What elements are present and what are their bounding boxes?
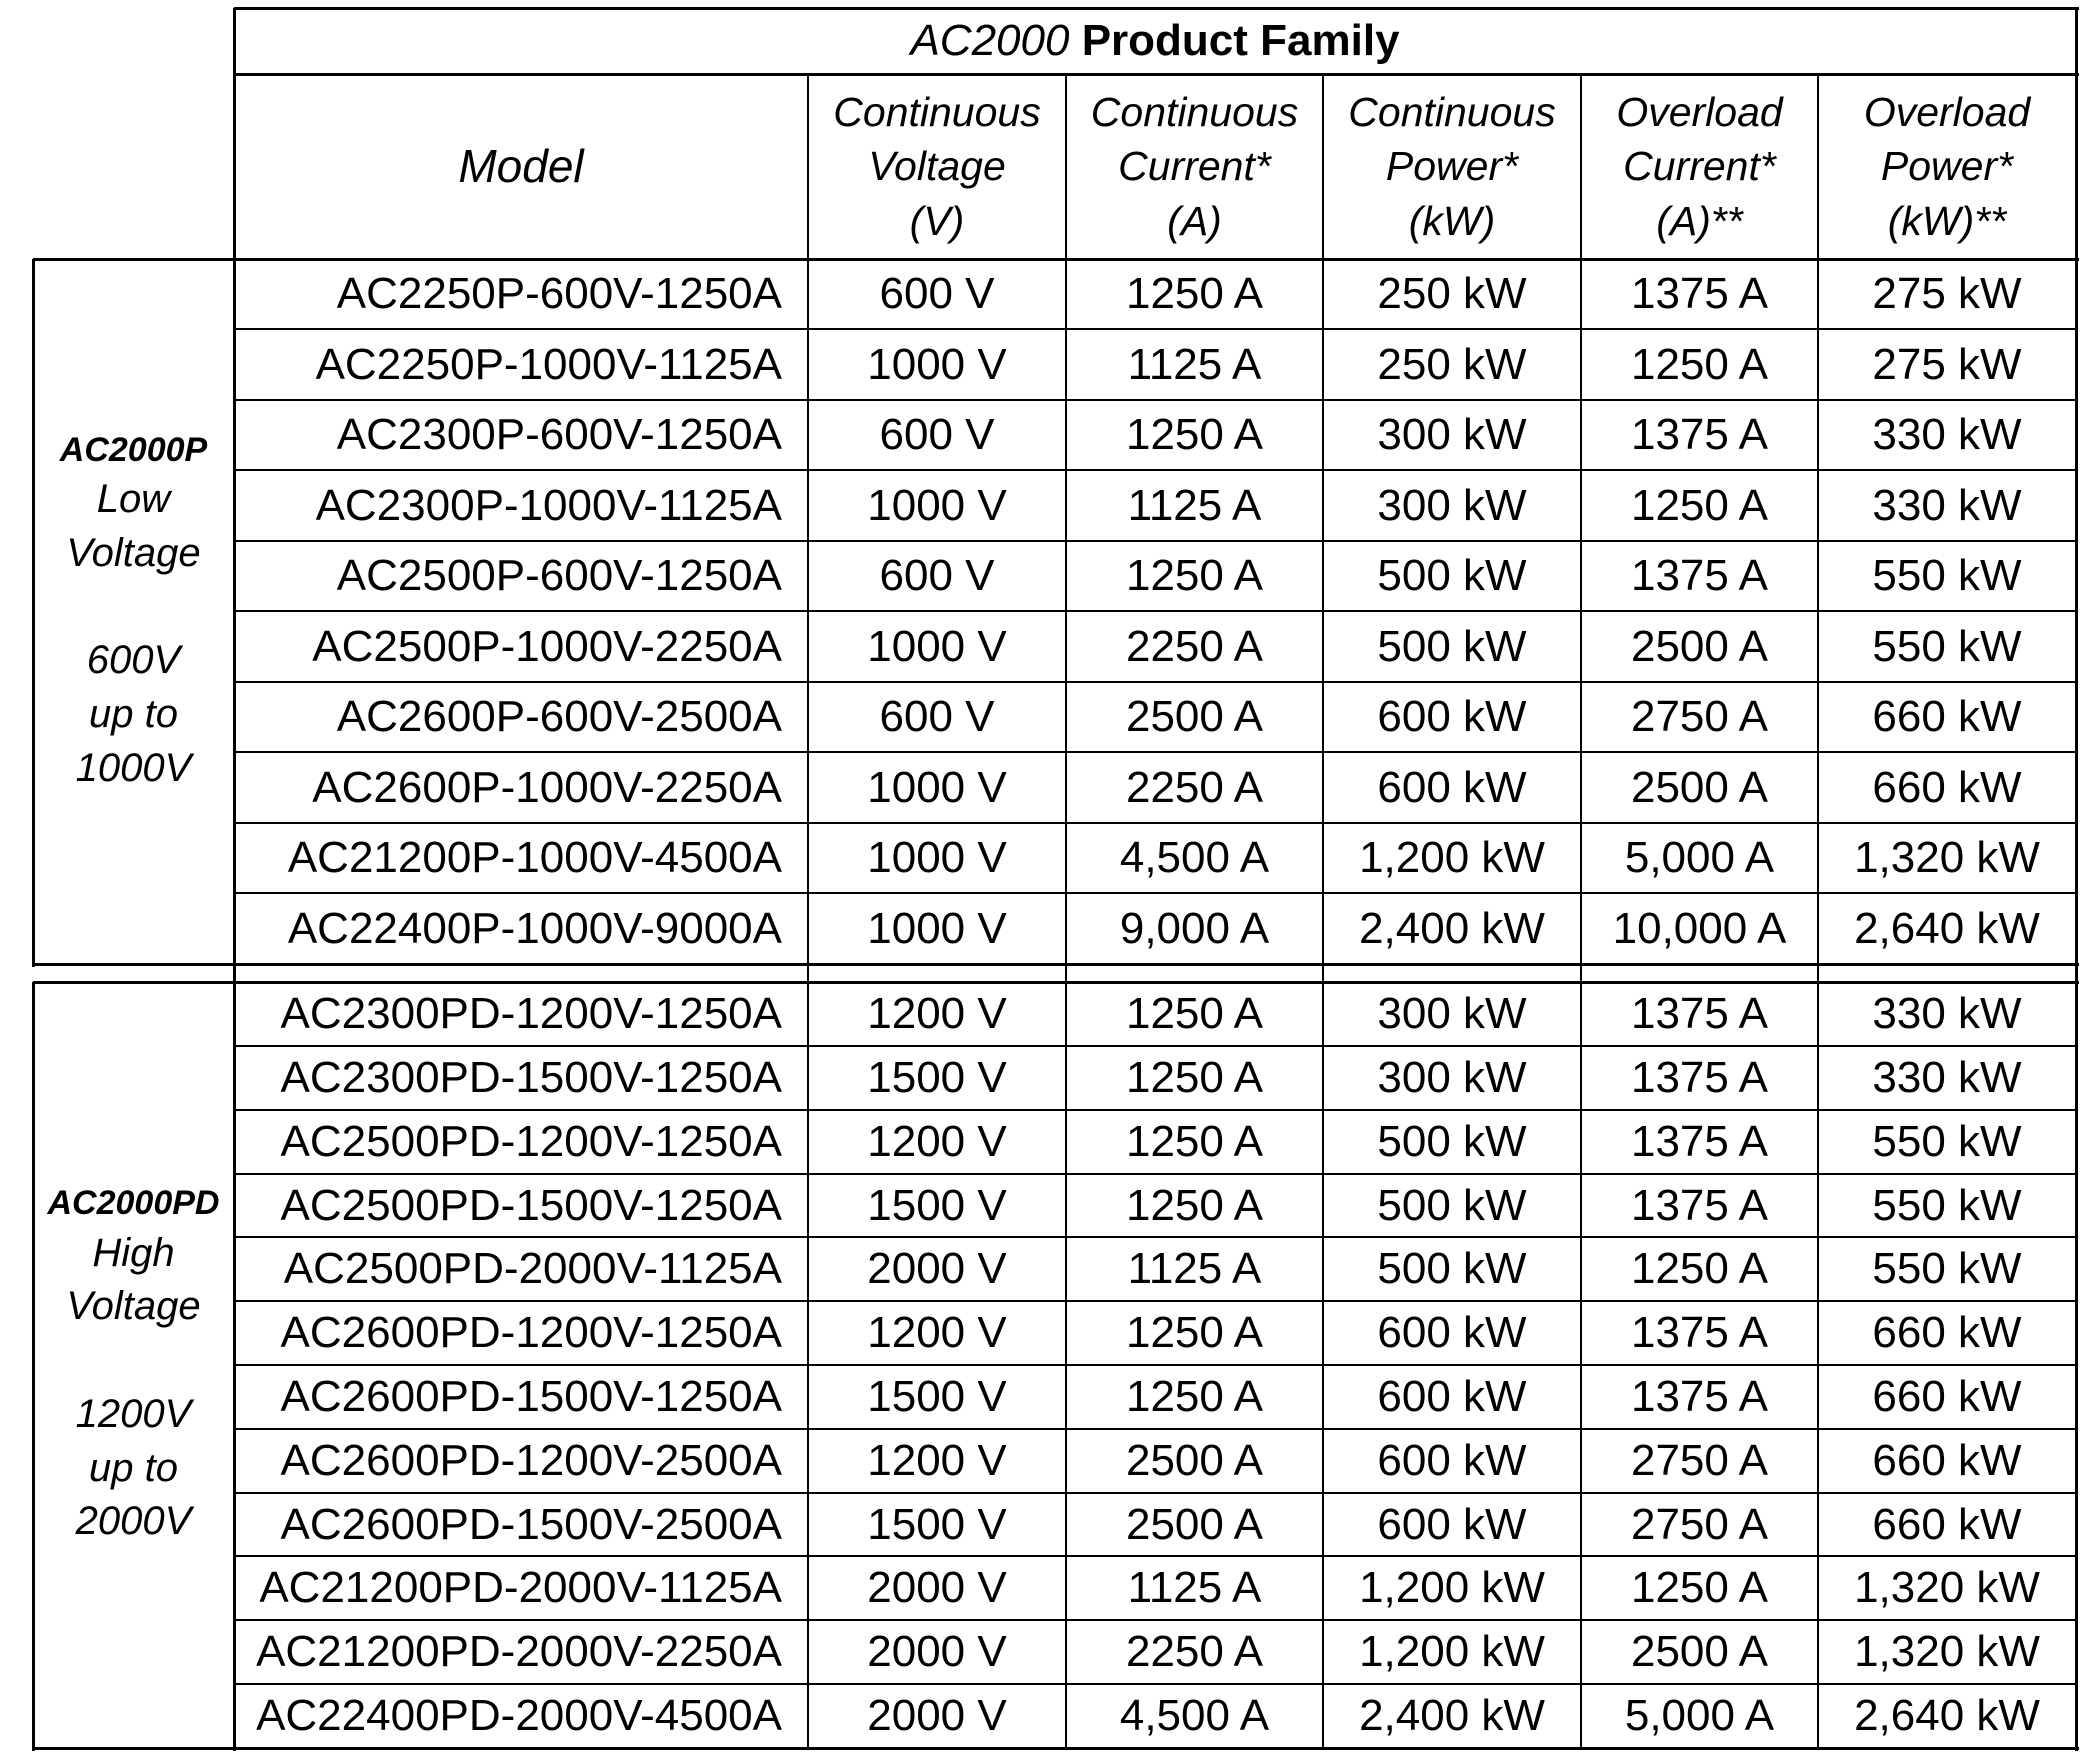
column-header-line: Power* (1385, 143, 1519, 190)
value-cell: 600 kW (1377, 692, 1527, 741)
column-header-line: (kW)** (1887, 197, 2007, 244)
value-cell: 1250 A (1125, 269, 1264, 318)
column-header-line: Continuous (833, 89, 1041, 136)
group-label-line: High (92, 1230, 175, 1275)
group-label-line: Voltage (66, 1284, 201, 1329)
grid-line-v (807, 74, 809, 1750)
value-cell: 2500 A (1125, 692, 1264, 741)
grid-line-h (234, 399, 2078, 401)
grid-line-h (234, 751, 2078, 753)
value-cell: 2000 V (867, 1691, 1007, 1740)
model-cell: AC2600PD-1200V-1250A (280, 1308, 782, 1357)
grid-line-h (234, 892, 2078, 894)
grid-line-h (234, 1045, 2078, 1047)
value-cell: 600 kW (1377, 1499, 1527, 1549)
value-cell: 1250 A (1125, 1180, 1264, 1230)
value-cell: 1250 A (1630, 1563, 1769, 1612)
value-cell: 1500 V (867, 1372, 1007, 1421)
table-title-rest: Product Family (1069, 16, 1400, 65)
grid-line-v (32, 982, 35, 1751)
value-cell: 2,640 kW (1854, 903, 2040, 953)
value-cell: 500 kW (1377, 1117, 1527, 1166)
value-cell: 275 kW (1872, 269, 2022, 318)
value-cell: 2750 A (1630, 1499, 1769, 1549)
value-cell: 4,500 A (1119, 1691, 1270, 1740)
column-header (1581, 74, 1818, 259)
value-cell: 1250 A (1630, 1244, 1769, 1293)
value-cell: 660 kW (1872, 762, 2022, 812)
grid-line-v (32, 259, 35, 967)
value-cell: 600 V (879, 269, 995, 318)
model-cell: AC2300P-600V-1250A (336, 410, 782, 459)
grid-line-h (234, 73, 2079, 76)
value-cell: 2250 A (1125, 1627, 1264, 1676)
value-cell: 330 kW (1872, 1053, 2022, 1102)
value-cell: 300 kW (1377, 480, 1527, 530)
column-header (1818, 74, 2076, 259)
value-cell: 550 kW (1872, 1117, 2022, 1166)
value-cell: 2500 A (1630, 762, 1769, 812)
grid-line-h (234, 469, 2078, 471)
value-cell: 300 kW (1377, 989, 1527, 1038)
grid-line-h (234, 1619, 2078, 1621)
table-title-italic: AC2000 (910, 16, 1070, 65)
value-cell: 600 V (879, 551, 995, 600)
value-cell: 1375 A (1630, 1308, 1769, 1357)
value-cell: 1,200 kW (1359, 833, 1545, 882)
value-cell: 600 kW (1377, 1436, 1527, 1485)
model-cell: AC2300PD-1500V-1250A (280, 1053, 782, 1102)
value-cell: 2750 A (1630, 1436, 1769, 1485)
model-cell: AC2250P-600V-1250A (336, 269, 782, 318)
value-cell: 1125 A (1127, 339, 1262, 389)
value-cell: 600 kW (1377, 1372, 1527, 1421)
grid-line-h (234, 1555, 2078, 1557)
column-header (808, 74, 1066, 259)
value-cell: 1125 A (1127, 480, 1262, 530)
value-cell: 2,400 kW (1359, 1691, 1545, 1740)
value-cell: 600 kW (1377, 762, 1527, 812)
value-cell: 1375 A (1630, 269, 1769, 318)
grid-line-h (234, 1428, 2078, 1430)
value-cell: 2750 A (1630, 692, 1769, 741)
group-label-line: 1000V (75, 745, 192, 790)
group-label-line: up to (89, 692, 178, 737)
model-cell: AC21200PD-2000V-1125A (259, 1563, 782, 1612)
value-cell: 9,000 A (1119, 903, 1270, 953)
value-cell: 660 kW (1872, 1436, 2022, 1485)
value-cell: 500 kW (1377, 621, 1527, 671)
group-name: AC2000P (59, 430, 208, 469)
column-header-line: (V) (909, 197, 965, 244)
value-cell: 300 kW (1377, 1053, 1527, 1102)
column-header (234, 74, 808, 259)
value-cell: 275 kW (1872, 339, 2022, 389)
value-cell: 1000 V (867, 621, 1007, 671)
model-cell: AC21200P-1000V-4500A (287, 833, 782, 882)
value-cell: 1200 V (867, 1308, 1007, 1357)
value-cell: 1375 A (1630, 989, 1769, 1038)
grid-line-h (234, 1300, 2078, 1302)
table-title (234, 8, 2076, 74)
model-cell: AC2500PD-2000V-1125A (283, 1244, 782, 1293)
column-header-line: Current* (1623, 143, 1776, 190)
grid-line-h (234, 7, 2079, 10)
value-cell: 600 V (879, 410, 995, 459)
model-cell: AC21200PD-2000V-2250A (256, 1627, 782, 1676)
value-cell: 10,000 A (1612, 903, 1787, 953)
grid-line-h (234, 822, 2078, 824)
value-cell: 2500 A (1125, 1499, 1264, 1549)
model-cell: AC2500P-600V-1250A (336, 551, 782, 600)
model-cell: AC2500PD-1500V-1250A (280, 1180, 782, 1230)
grid-line-h (234, 1492, 2078, 1494)
group-name: AC2000PD (47, 1184, 220, 1223)
value-cell: 550 kW (1872, 1244, 2022, 1293)
value-cell: 1125 A (1127, 1563, 1262, 1612)
value-cell: 1200 V (867, 1436, 1007, 1485)
value-cell: 660 kW (1872, 1372, 2022, 1421)
group-label-line: up to (89, 1445, 178, 1490)
value-cell: 1250 A (1630, 339, 1769, 389)
model-cell: AC2600PD-1200V-2500A (280, 1436, 782, 1485)
grid-line-h (33, 258, 2079, 261)
value-cell: 550 kW (1872, 621, 2022, 671)
value-cell: 1250 A (1125, 410, 1264, 459)
grid-line-v (1580, 74, 1582, 1750)
column-header (1066, 74, 1323, 259)
value-cell: 1250 A (1125, 1053, 1264, 1102)
value-cell: 330 kW (1872, 410, 2022, 459)
value-cell: 2000 V (867, 1244, 1007, 1293)
value-cell: 1500 V (867, 1180, 1007, 1230)
column-header-line: Model (458, 140, 584, 193)
value-cell: 1200 V (867, 1117, 1007, 1166)
value-cell: 1250 A (1125, 1372, 1264, 1421)
column-header-line: (A)** (1656, 197, 1743, 244)
grid-line-v (1817, 74, 1819, 1750)
value-cell: 550 kW (1872, 551, 2022, 600)
column-header-line: Overload (1863, 89, 2031, 136)
value-cell: 330 kW (1872, 480, 2022, 530)
value-cell: 250 kW (1377, 339, 1527, 389)
value-cell: 500 kW (1377, 1244, 1527, 1293)
model-cell: AC2600P-1000V-2250A (312, 762, 782, 812)
value-cell: 1500 V (867, 1053, 1007, 1102)
value-cell: 1,320 kW (1854, 1627, 2040, 1676)
grid-line-h (234, 1173, 2078, 1175)
value-cell: 1000 V (867, 903, 1007, 953)
grid-line-h (234, 1364, 2078, 1366)
value-cell: 500 kW (1377, 551, 1527, 600)
value-cell: 1000 V (867, 833, 1007, 882)
model-cell: AC2300PD-1200V-1250A (280, 989, 782, 1038)
model-cell: AC22400PD-2000V-4500A (256, 1691, 782, 1740)
value-cell: 330 kW (1872, 989, 2022, 1038)
grid-line-h (234, 1109, 2078, 1111)
value-cell: 1250 A (1630, 480, 1769, 530)
group-label (33, 259, 234, 964)
model-cell: AC2500P-1000V-2250A (312, 621, 782, 671)
value-cell: 660 kW (1872, 692, 2022, 741)
value-cell: 1375 A (1630, 551, 1769, 600)
value-cell: 4,500 A (1119, 833, 1270, 882)
grid-line-v (1065, 74, 1067, 1750)
value-cell: 1000 V (867, 762, 1007, 812)
value-cell: 250 kW (1377, 269, 1527, 318)
value-cell: 2500 A (1125, 1436, 1264, 1485)
group-label-line: Low (96, 477, 171, 522)
value-cell: 500 kW (1377, 1180, 1527, 1230)
value-cell: 1375 A (1630, 1372, 1769, 1421)
value-cell: 1000 V (867, 480, 1007, 530)
value-cell: 1,200 kW (1359, 1563, 1545, 1612)
value-cell: 550 kW (1872, 1180, 2022, 1230)
grid-line-h (33, 1747, 2079, 1750)
value-cell: 1,320 kW (1854, 1563, 2040, 1612)
value-cell: 2500 A (1630, 621, 1769, 671)
group-label-line: 600V (86, 638, 181, 683)
value-cell: 1250 A (1125, 551, 1264, 600)
grid-line-h (234, 681, 2078, 683)
value-cell: 1375 A (1630, 1053, 1769, 1102)
value-cell: 1125 A (1127, 1244, 1262, 1293)
column-header-line: Continuous (1090, 89, 1299, 136)
group-label-line: 1200V (75, 1391, 192, 1436)
grid-line-h (234, 328, 2078, 330)
value-cell: 1,200 kW (1359, 1627, 1545, 1676)
value-cell: 1250 A (1125, 1308, 1264, 1357)
column-header-line: (A) (1167, 197, 1222, 244)
value-cell: 600 V (879, 692, 995, 741)
grid-line-h (234, 1236, 2078, 1238)
value-cell: 660 kW (1872, 1308, 2022, 1357)
grid-line-v (2075, 8, 2078, 1751)
value-cell: 600 kW (1377, 1308, 1527, 1357)
group-label (33, 982, 234, 1748)
value-cell: 2250 A (1125, 621, 1264, 671)
value-cell: 2,640 kW (1854, 1691, 2040, 1740)
column-header-line: Continuous (1348, 89, 1556, 136)
grid-line-h (33, 981, 2079, 984)
column-header-line: Power* (1880, 143, 2014, 190)
value-cell: 2250 A (1125, 762, 1264, 812)
model-cell: AC2500PD-1200V-1250A (280, 1117, 782, 1166)
value-cell: 5,000 A (1624, 833, 1775, 882)
value-cell: 2,400 kW (1359, 903, 1545, 953)
grid-line-h (234, 540, 2078, 542)
value-cell: 1250 A (1125, 1117, 1264, 1166)
value-cell: 1250 A (1125, 989, 1264, 1038)
model-cell: AC2600PD-1500V-1250A (280, 1372, 782, 1421)
value-cell: 1375 A (1630, 1117, 1769, 1166)
value-cell: 1200 V (867, 989, 1007, 1038)
model-cell: AC22400P-1000V-9000A (287, 903, 782, 953)
value-cell: 1375 A (1630, 410, 1769, 459)
grid-line-v (1322, 74, 1324, 1750)
value-cell: 1500 V (867, 1499, 1007, 1549)
column-header-line: (kW) (1408, 197, 1496, 244)
value-cell: 2500 A (1630, 1627, 1769, 1676)
value-cell: 1000 V (867, 339, 1007, 389)
model-cell: AC2600P-600V-2500A (336, 692, 782, 741)
grid-line-v (233, 8, 236, 1751)
value-cell: 5,000 A (1624, 1691, 1775, 1740)
value-cell: 1375 A (1630, 1180, 1769, 1230)
column-header-line: Voltage (868, 143, 1006, 190)
model-cell: AC2300P-1000V-1125A (315, 480, 782, 530)
value-cell: 2000 V (867, 1563, 1007, 1612)
value-cell: 2000 V (867, 1627, 1007, 1676)
model-cell: AC2250P-1000V-1125A (315, 339, 782, 389)
grid-line-h (234, 1683, 2078, 1685)
group-label-line: 2000V (75, 1499, 192, 1544)
model-cell: AC2600PD-1500V-2500A (280, 1499, 782, 1549)
grid-line-h (234, 610, 2078, 612)
column-header-line: Current* (1118, 143, 1271, 190)
value-cell: 300 kW (1377, 410, 1527, 459)
column-header-line: Overload (1616, 89, 1783, 136)
group-label-line: Voltage (66, 530, 201, 575)
value-cell: 1,320 kW (1854, 833, 2040, 882)
value-cell: 660 kW (1872, 1499, 2022, 1549)
column-header (1323, 74, 1581, 259)
grid-line-h (33, 963, 2079, 966)
